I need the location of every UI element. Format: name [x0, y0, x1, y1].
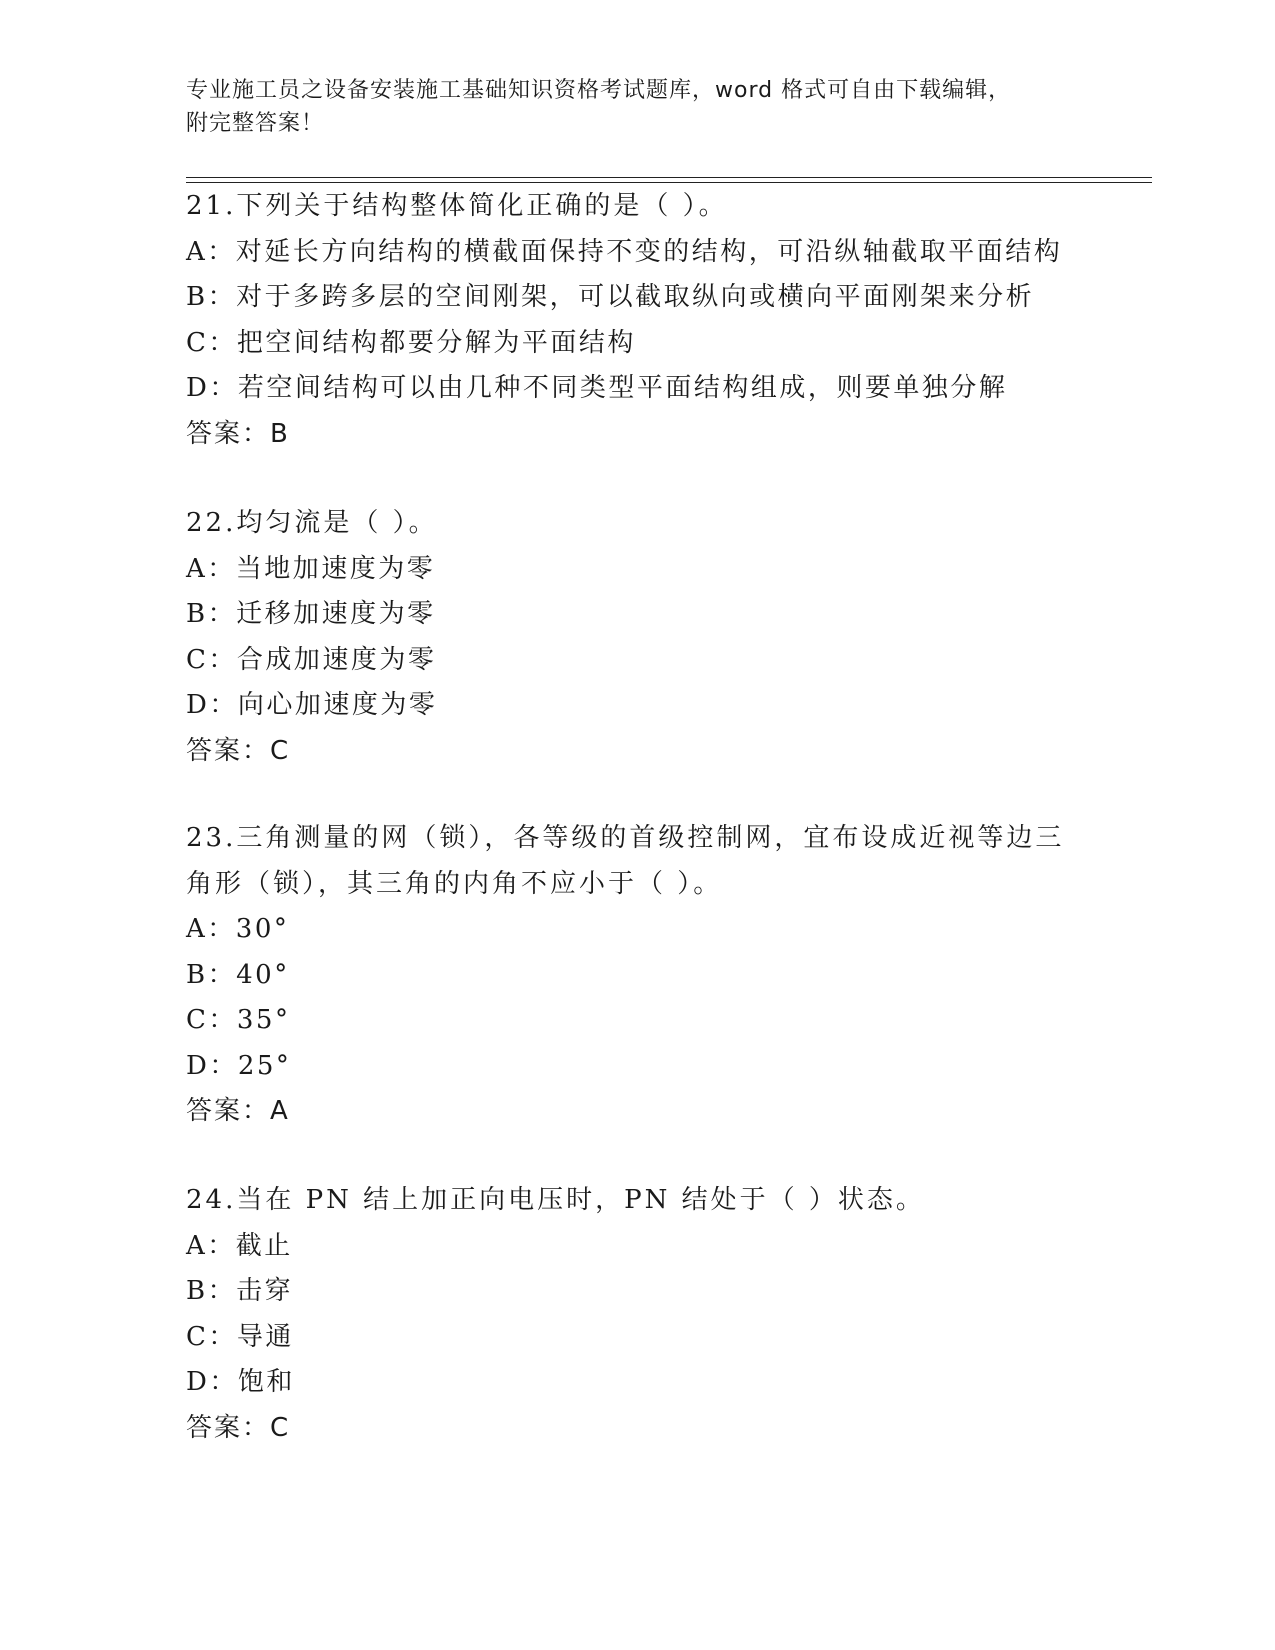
option-b: B：击穿 — [186, 1276, 294, 1306]
option-a: A：30° — [186, 914, 290, 944]
option-a: A：对延长方向结构的横截面保持不变的结构，可沿纵轴截取平面结构 — [186, 236, 1063, 267]
question-stem-line-1: 23.三角测量的网（锁），各等级的首级控制网，宜布设成近视等边三 — [186, 823, 1065, 853]
question-23 — [186, 816, 1166, 1135]
answer-label: 答案：C — [186, 1412, 291, 1443]
question-stem: 21.下列关于结构整体简化正确的是（ ）。 — [186, 191, 728, 221]
header-divider-top — [186, 177, 1152, 178]
answer-label: 答案：B — [186, 418, 290, 449]
option-c: C：35° — [186, 1005, 291, 1035]
option-b: B：40° — [186, 959, 290, 990]
option-d: D：25° — [186, 1050, 292, 1081]
option-a: A：截止 — [186, 1230, 293, 1261]
question-22 — [186, 501, 1166, 774]
answer-label: 答案：A — [186, 1096, 290, 1126]
document-header — [186, 74, 1106, 140]
question-stem: 22.均匀流是（ ）。 — [186, 508, 438, 538]
option-d: D：若空间结构可以由几种不同类型平面结构组成，则要单独分解 — [186, 373, 1008, 403]
question-stem: 24.当在 PN 结上加正向电压时，PN 结处于（ ）状态。 — [186, 1185, 925, 1215]
option-d: D：饱和 — [186, 1367, 295, 1397]
option-d: D：向心加速度为零 — [186, 690, 438, 720]
option-c: C：导通 — [186, 1321, 294, 1352]
header-line-1: 专业施工员之设备安装施工基础知识资格考试题库，word 格式可自由下载编辑， — [186, 78, 1012, 103]
question-24 — [186, 1178, 1166, 1451]
question-stem-line-2: 角形（锁），其三角的内角不应小于（ ）。 — [186, 868, 723, 899]
answer-label: 答案：C — [186, 735, 291, 766]
header-divider-bottom — [186, 182, 1152, 183]
option-b: B：对于多跨多层的空间刚架，可以截取纵向或横向平面刚架来分析 — [186, 282, 1035, 312]
option-b: B：迁移加速度为零 — [186, 599, 436, 629]
header-line-2: 附完整答案！ — [186, 111, 325, 136]
option-a: A：当地加速度为零 — [186, 553, 436, 584]
option-c: C：合成加速度为零 — [186, 644, 437, 675]
option-c: C：把空间结构都要分解为平面结构 — [186, 327, 636, 358]
question-21 — [186, 184, 1166, 457]
